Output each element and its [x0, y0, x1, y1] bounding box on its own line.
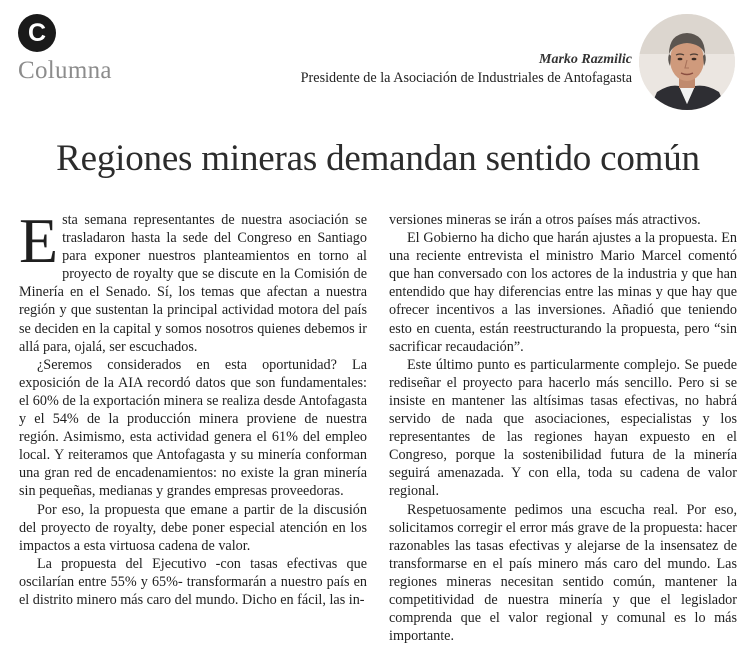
column-badge: C [18, 14, 56, 52]
article-column-left [19, 205, 367, 609]
section-label: Columna [18, 57, 112, 84]
article-paragraph: Respetuosamente pedimos una escucha real. Por eso, solicitamos corregir el error más grave de la propuesta: hacer razonables las tasas efectivas y alejarse de la insensatez de transformarse en el país minero más caro del mundo. Las regiones mineras necesitan sentido común, mantener la competitividad de nuestra minería y que el legislador comprenda que el valor regional y comunal es lo más importante. [389, 501, 737, 645]
author-photo-icon [639, 14, 735, 110]
author-role: Presidente de la Asociación de Industriales de Antofagasta [300, 70, 632, 86]
author-portrait [639, 14, 735, 110]
article-paragraph: La propuesta del Ejecutivo -con tasas efectivas que oscilarían entre 55% y 65%- transformarán a nuestro país en el distrito minero más caro del mundo. Dicho en fácil, las in- [19, 555, 367, 608]
article-paragraph [19, 205, 367, 356]
author-byline [301, 52, 632, 87]
article-paragraph: ¿Seremos considerados en esta oportunidad? La exposición de la AIA recordó datos que son fundamentales: el 60% de la exportación minera se realiza desde Antofagasta y el 54% de la producción minera proviene de nuestra región. Asimismo, esta actividad genera el 61% del empleo local. Y reiteramos que Antofagasta y su minería conforman una gran red de encadenamientos: no existe la gran minería sin pequeñas, medianas y grandes empresas proveedoras. [19, 356, 367, 500]
article-column-right [389, 211, 737, 645]
article-paragraph: Por eso, la propuesta que emane a partir de la discusión del proyecto de royalty, debe poner especial atención en los impactos a esta virtuosa cadena de valor. [19, 501, 367, 554]
article-paragraph: El Gobierno ha dicho que harán ajustes a la propuesta. En una reciente entrevista el ministro Mario Marcel comentó que han conversado con los actores de la industria y que han entendido que hay diferencias entre las minas y que hay que ofrecer incentivos a las inversiones. Añadió que teniendo esto en cuenta, están reestructurando la propuesta, pero “sin sacrificar recaudación”. [389, 230, 737, 355]
article-paragraph: versiones mineras se irán a otros países más atractivos. [389, 212, 701, 228]
author-name: Marko Razmilic [539, 52, 632, 67]
drop-cap: E [19, 205, 59, 276]
article-paragraph: Este último punto es particularmente complejo. Se puede rediseñar el proyecto para hacerlo más sencillo. Pero si se insiste en mantener las altísimas tasas efectivas, no habrá servido de nada que asociaciones, especialistas y los representantes de las regiones hayan expuesto en el Congreso, porque la sostenibilidad futura de la minería seguirá amenazada. Y con ella, toda su cadena de valor regional. [389, 356, 737, 500]
paragraph-text: sta semana representantes de nuestra asociación se trasladaron hasta la sede del Congreso en Santiago para exponer nuestros planteamientos en torno al proyecto de royalty que se discute en la Comisión de Minería en el Senado. Sí, los temas que afectan a nuestra región y que sustentan la principal actividad motora del país se deciden en la capital y somos nosotros quienes debemos ir allá para, ojalá, ser escuchados. [19, 212, 367, 355]
headline: Regiones mineras demandan sentido común [56, 138, 700, 179]
